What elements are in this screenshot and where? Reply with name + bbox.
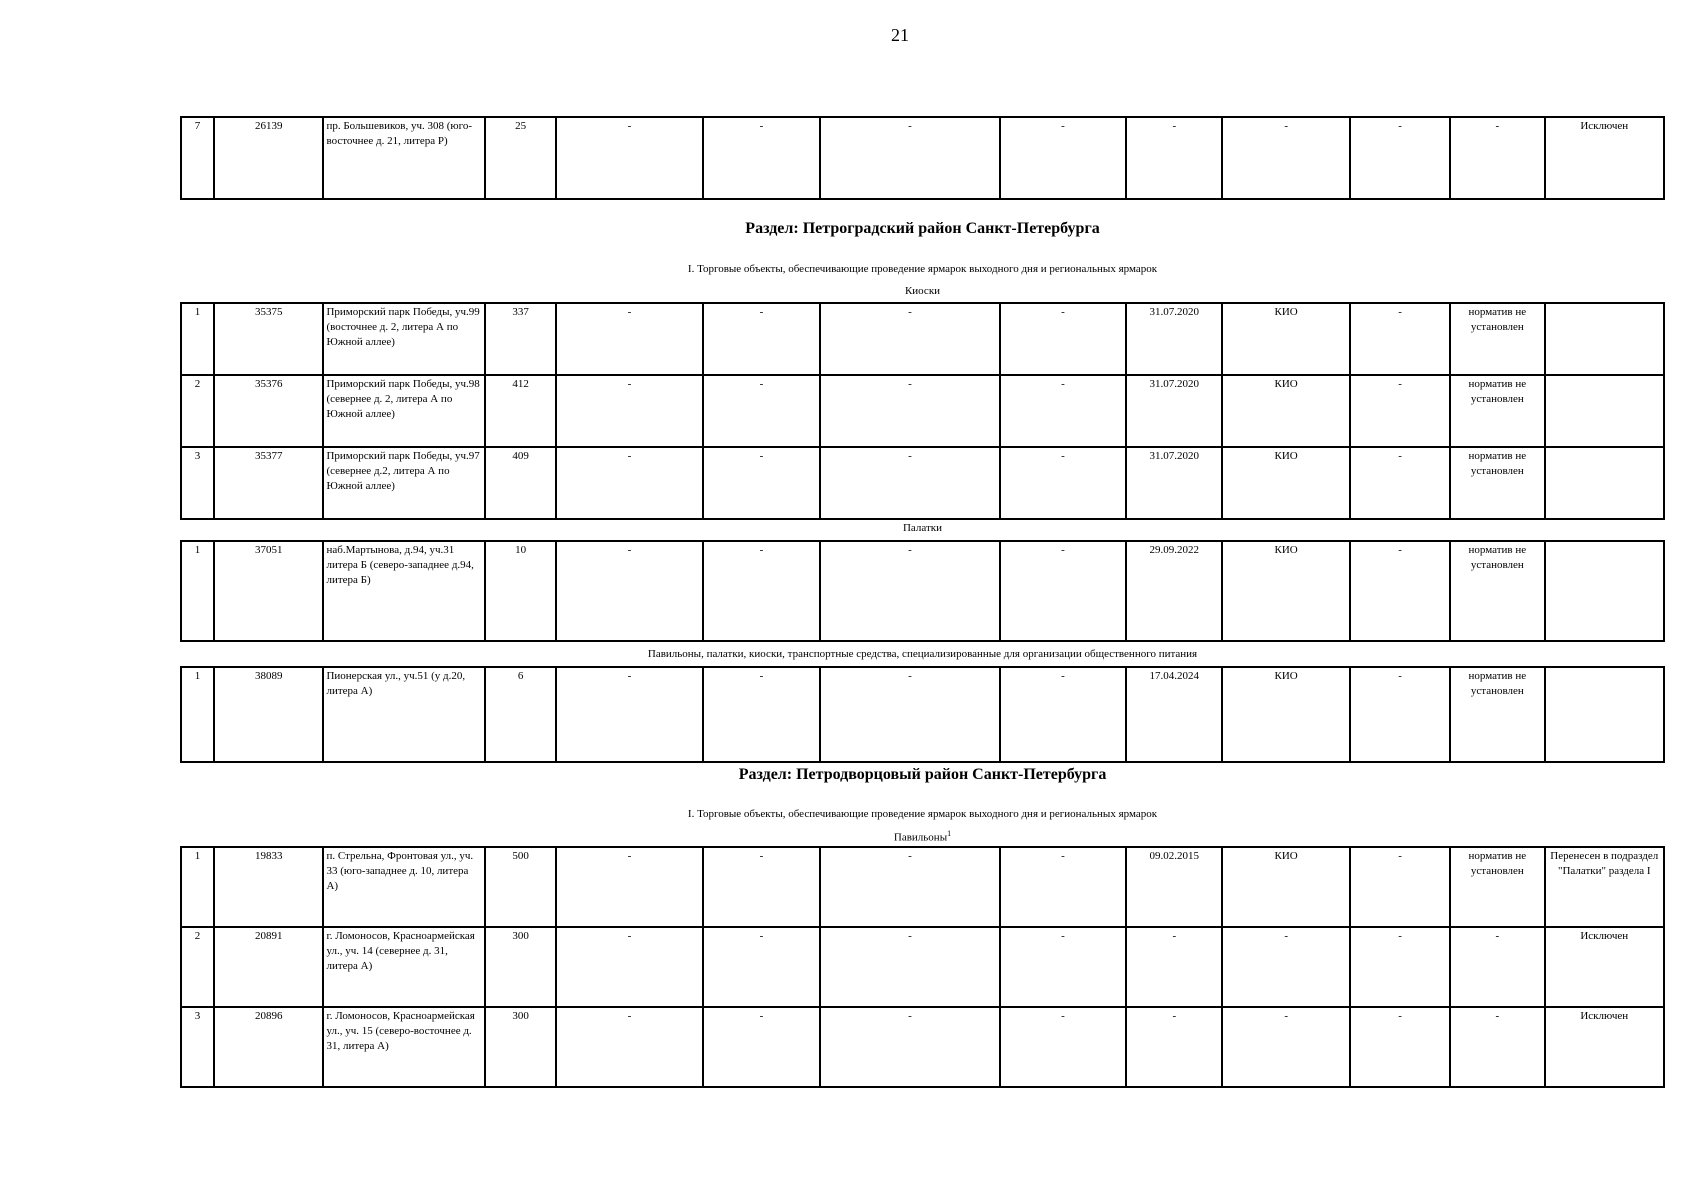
cell-c5: - <box>556 847 702 927</box>
cell-c6: - <box>703 447 820 519</box>
cell-c5: - <box>556 1007 702 1087</box>
cell-c6: - <box>703 117 820 199</box>
cell-date: 31.07.2020 <box>1126 303 1222 375</box>
cell-note <box>1545 375 1665 447</box>
cell-c8: - <box>1000 847 1126 927</box>
group-label-catering: Павильоны, палатки, киоски, транспортные средства, специализированные для организации общественного питания <box>647 648 1198 660</box>
catering-table <box>180 666 1665 763</box>
cell-note <box>1545 447 1665 519</box>
group-label-tents: Палатки <box>902 522 943 534</box>
cell-c5: - <box>556 667 702 762</box>
object-id: 19833 <box>214 847 323 927</box>
cell-c11: - <box>1350 375 1450 447</box>
cell-c5: - <box>556 117 702 199</box>
cell-owner: КИО <box>1222 375 1349 447</box>
cell-c7: - <box>820 375 1000 447</box>
cell-norm: норматив не установлен <box>1450 541 1544 641</box>
row-number: 3 <box>181 447 214 519</box>
tents-table <box>180 540 1665 642</box>
cell-date: - <box>1126 117 1222 199</box>
row-number: 2 <box>181 375 214 447</box>
table-row <box>181 375 1664 447</box>
object-address: г. Ломоносов, Красноармейская ул., уч. 14 (севернее д. 31, литера А) <box>323 927 485 1007</box>
cell-c11: - <box>1350 667 1450 762</box>
footnote-marker: 1 <box>947 829 952 838</box>
table-row <box>181 447 1664 519</box>
cell-note <box>1545 667 1665 762</box>
cell-c6: - <box>703 847 820 927</box>
section-title-petrogradsky: Раздел: Петроградский район Санкт-Петербурга <box>745 220 1100 237</box>
cell-c8: - <box>1000 667 1126 762</box>
object-area: 337 <box>485 303 556 375</box>
group-label-pavilions <box>180 829 1665 844</box>
cell-c7: - <box>820 927 1000 1007</box>
cell-owner: - <box>1222 117 1349 199</box>
table-row <box>181 303 1664 375</box>
cell-c11: - <box>1350 447 1450 519</box>
row-number: 1 <box>181 667 214 762</box>
object-id: 20896 <box>214 1007 323 1087</box>
section-title-petrodvortsovy: Раздел: Петродворцовый район Санкт-Петербурга <box>738 766 1107 783</box>
cell-c8: - <box>1000 541 1126 641</box>
cell-owner: - <box>1222 927 1349 1007</box>
cell-date: 09.02.2015 <box>1126 847 1222 927</box>
group-label-kiosks: Киоски <box>904 285 941 297</box>
object-id: 20891 <box>214 927 323 1007</box>
cell-norm: - <box>1450 927 1544 1007</box>
section-subtitle-petrogradsky: I. Торговые объекты, обеспечивающие проведение ярмарок выходного дня и региональных ярмарок <box>687 263 1158 275</box>
cell-c7: - <box>820 303 1000 375</box>
row-number: 7 <box>181 117 214 199</box>
table-row <box>181 667 1664 762</box>
object-area: 10 <box>485 541 556 641</box>
top-table <box>180 116 1665 200</box>
cell-c11: - <box>1350 927 1450 1007</box>
cell-c6: - <box>703 927 820 1007</box>
object-id: 35376 <box>214 375 323 447</box>
cell-c7: - <box>820 117 1000 199</box>
cell-date: - <box>1126 1007 1222 1087</box>
table-row <box>181 117 1664 199</box>
table-row <box>181 1007 1664 1087</box>
cell-norm: - <box>1450 1007 1544 1087</box>
cell-note: Исключен <box>1545 1007 1665 1087</box>
table-row <box>181 541 1664 641</box>
cell-c11: - <box>1350 303 1450 375</box>
object-address: наб.Мартынова, д.94, уч.31 литера Б (северо-западнее д.94, литера Б) <box>323 541 485 641</box>
object-id: 35377 <box>214 447 323 519</box>
cell-norm: норматив не установлен <box>1450 303 1544 375</box>
cell-norm: норматив не установлен <box>1450 667 1544 762</box>
object-id: 26139 <box>214 117 323 199</box>
cell-date: 31.07.2020 <box>1126 375 1222 447</box>
object-address: Приморский парк Победы, уч.99 (восточнее д. 2, литера А по Южной аллее) <box>323 303 485 375</box>
cell-c11: - <box>1350 1007 1450 1087</box>
cell-c11: - <box>1350 117 1450 199</box>
cell-note: Исключен <box>1545 927 1665 1007</box>
cell-owner: КИО <box>1222 667 1349 762</box>
object-id: 37051 <box>214 541 323 641</box>
cell-note: Перенесен в подраздел "Палатки" раздела I <box>1545 847 1665 927</box>
row-number: 2 <box>181 927 214 1007</box>
object-address: Приморский парк Победы, уч.98 (севернее д. 2, литера А по Южной аллее) <box>323 375 485 447</box>
cell-note <box>1545 303 1665 375</box>
object-area: 25 <box>485 117 556 199</box>
cell-c11: - <box>1350 847 1450 927</box>
cell-c5: - <box>556 303 702 375</box>
cell-c5: - <box>556 447 702 519</box>
object-address: пр. Большевиков, уч. 308 (юго-восточнее д. 21, литера Р) <box>323 117 485 199</box>
cell-norm: - <box>1450 117 1544 199</box>
row-number: 1 <box>181 847 214 927</box>
cell-owner: - <box>1222 1007 1349 1087</box>
cell-c7: - <box>820 447 1000 519</box>
cell-note: Исключен <box>1545 117 1665 199</box>
kiosks-table <box>180 302 1665 520</box>
object-area: 412 <box>485 375 556 447</box>
object-id: 35375 <box>214 303 323 375</box>
group-label-pavilions-text: Павильоны <box>893 831 948 844</box>
cell-c7: - <box>820 667 1000 762</box>
cell-c5: - <box>556 927 702 1007</box>
table-row <box>181 927 1664 1007</box>
cell-owner: КИО <box>1222 303 1349 375</box>
cell-date: - <box>1126 927 1222 1007</box>
row-number: 1 <box>181 541 214 641</box>
table-row <box>181 847 1664 927</box>
cell-norm: норматив не установлен <box>1450 447 1544 519</box>
page-number: 21 <box>891 25 909 45</box>
pavilions-table <box>180 846 1665 1088</box>
cell-c8: - <box>1000 1007 1126 1087</box>
cell-date: 29.09.2022 <box>1126 541 1222 641</box>
row-number: 3 <box>181 1007 214 1087</box>
cell-c6: - <box>703 375 820 447</box>
cell-c6: - <box>703 667 820 762</box>
cell-c7: - <box>820 541 1000 641</box>
object-address: г. Ломоносов, Красноармейская ул., уч. 15 (северо-восточнее д. 31, литера А) <box>323 1007 485 1087</box>
object-id: 38089 <box>214 667 323 762</box>
cell-c6: - <box>703 541 820 641</box>
cell-c8: - <box>1000 927 1126 1007</box>
cell-c6: - <box>703 303 820 375</box>
cell-note <box>1545 541 1665 641</box>
cell-c5: - <box>556 375 702 447</box>
section-subtitle-petrodvortsovy: I. Торговые объекты, обеспечивающие проведение ярмарок выходного дня и региональных ярмарок <box>687 808 1158 820</box>
cell-owner: КИО <box>1222 447 1349 519</box>
cell-c7: - <box>820 847 1000 927</box>
cell-norm: норматив не установлен <box>1450 847 1544 927</box>
cell-c8: - <box>1000 375 1126 447</box>
cell-c6: - <box>703 1007 820 1087</box>
cell-c7: - <box>820 1007 1000 1087</box>
cell-c8: - <box>1000 303 1126 375</box>
cell-c11: - <box>1350 541 1450 641</box>
cell-date: 31.07.2020 <box>1126 447 1222 519</box>
cell-c5: - <box>556 541 702 641</box>
object-address: Приморский парк Победы, уч.97 (севернее д.2, литера А по Южной аллее) <box>323 447 485 519</box>
cell-c8: - <box>1000 117 1126 199</box>
object-address: п. Стрельна, Фронтовая ул., уч. 33 (юго-западнее д. 10, литера А) <box>323 847 485 927</box>
object-area: 409 <box>485 447 556 519</box>
row-number: 1 <box>181 303 214 375</box>
object-area: 6 <box>485 667 556 762</box>
cell-date: 17.04.2024 <box>1126 667 1222 762</box>
object-area: 500 <box>485 847 556 927</box>
cell-c8: - <box>1000 447 1126 519</box>
cell-owner: КИО <box>1222 541 1349 641</box>
cell-norm: норматив не установлен <box>1450 375 1544 447</box>
object-address: Пионерская ул., уч.51 (у д.20, литера А) <box>323 667 485 762</box>
object-area: 300 <box>485 1007 556 1087</box>
cell-owner: КИО <box>1222 847 1349 927</box>
object-area: 300 <box>485 927 556 1007</box>
